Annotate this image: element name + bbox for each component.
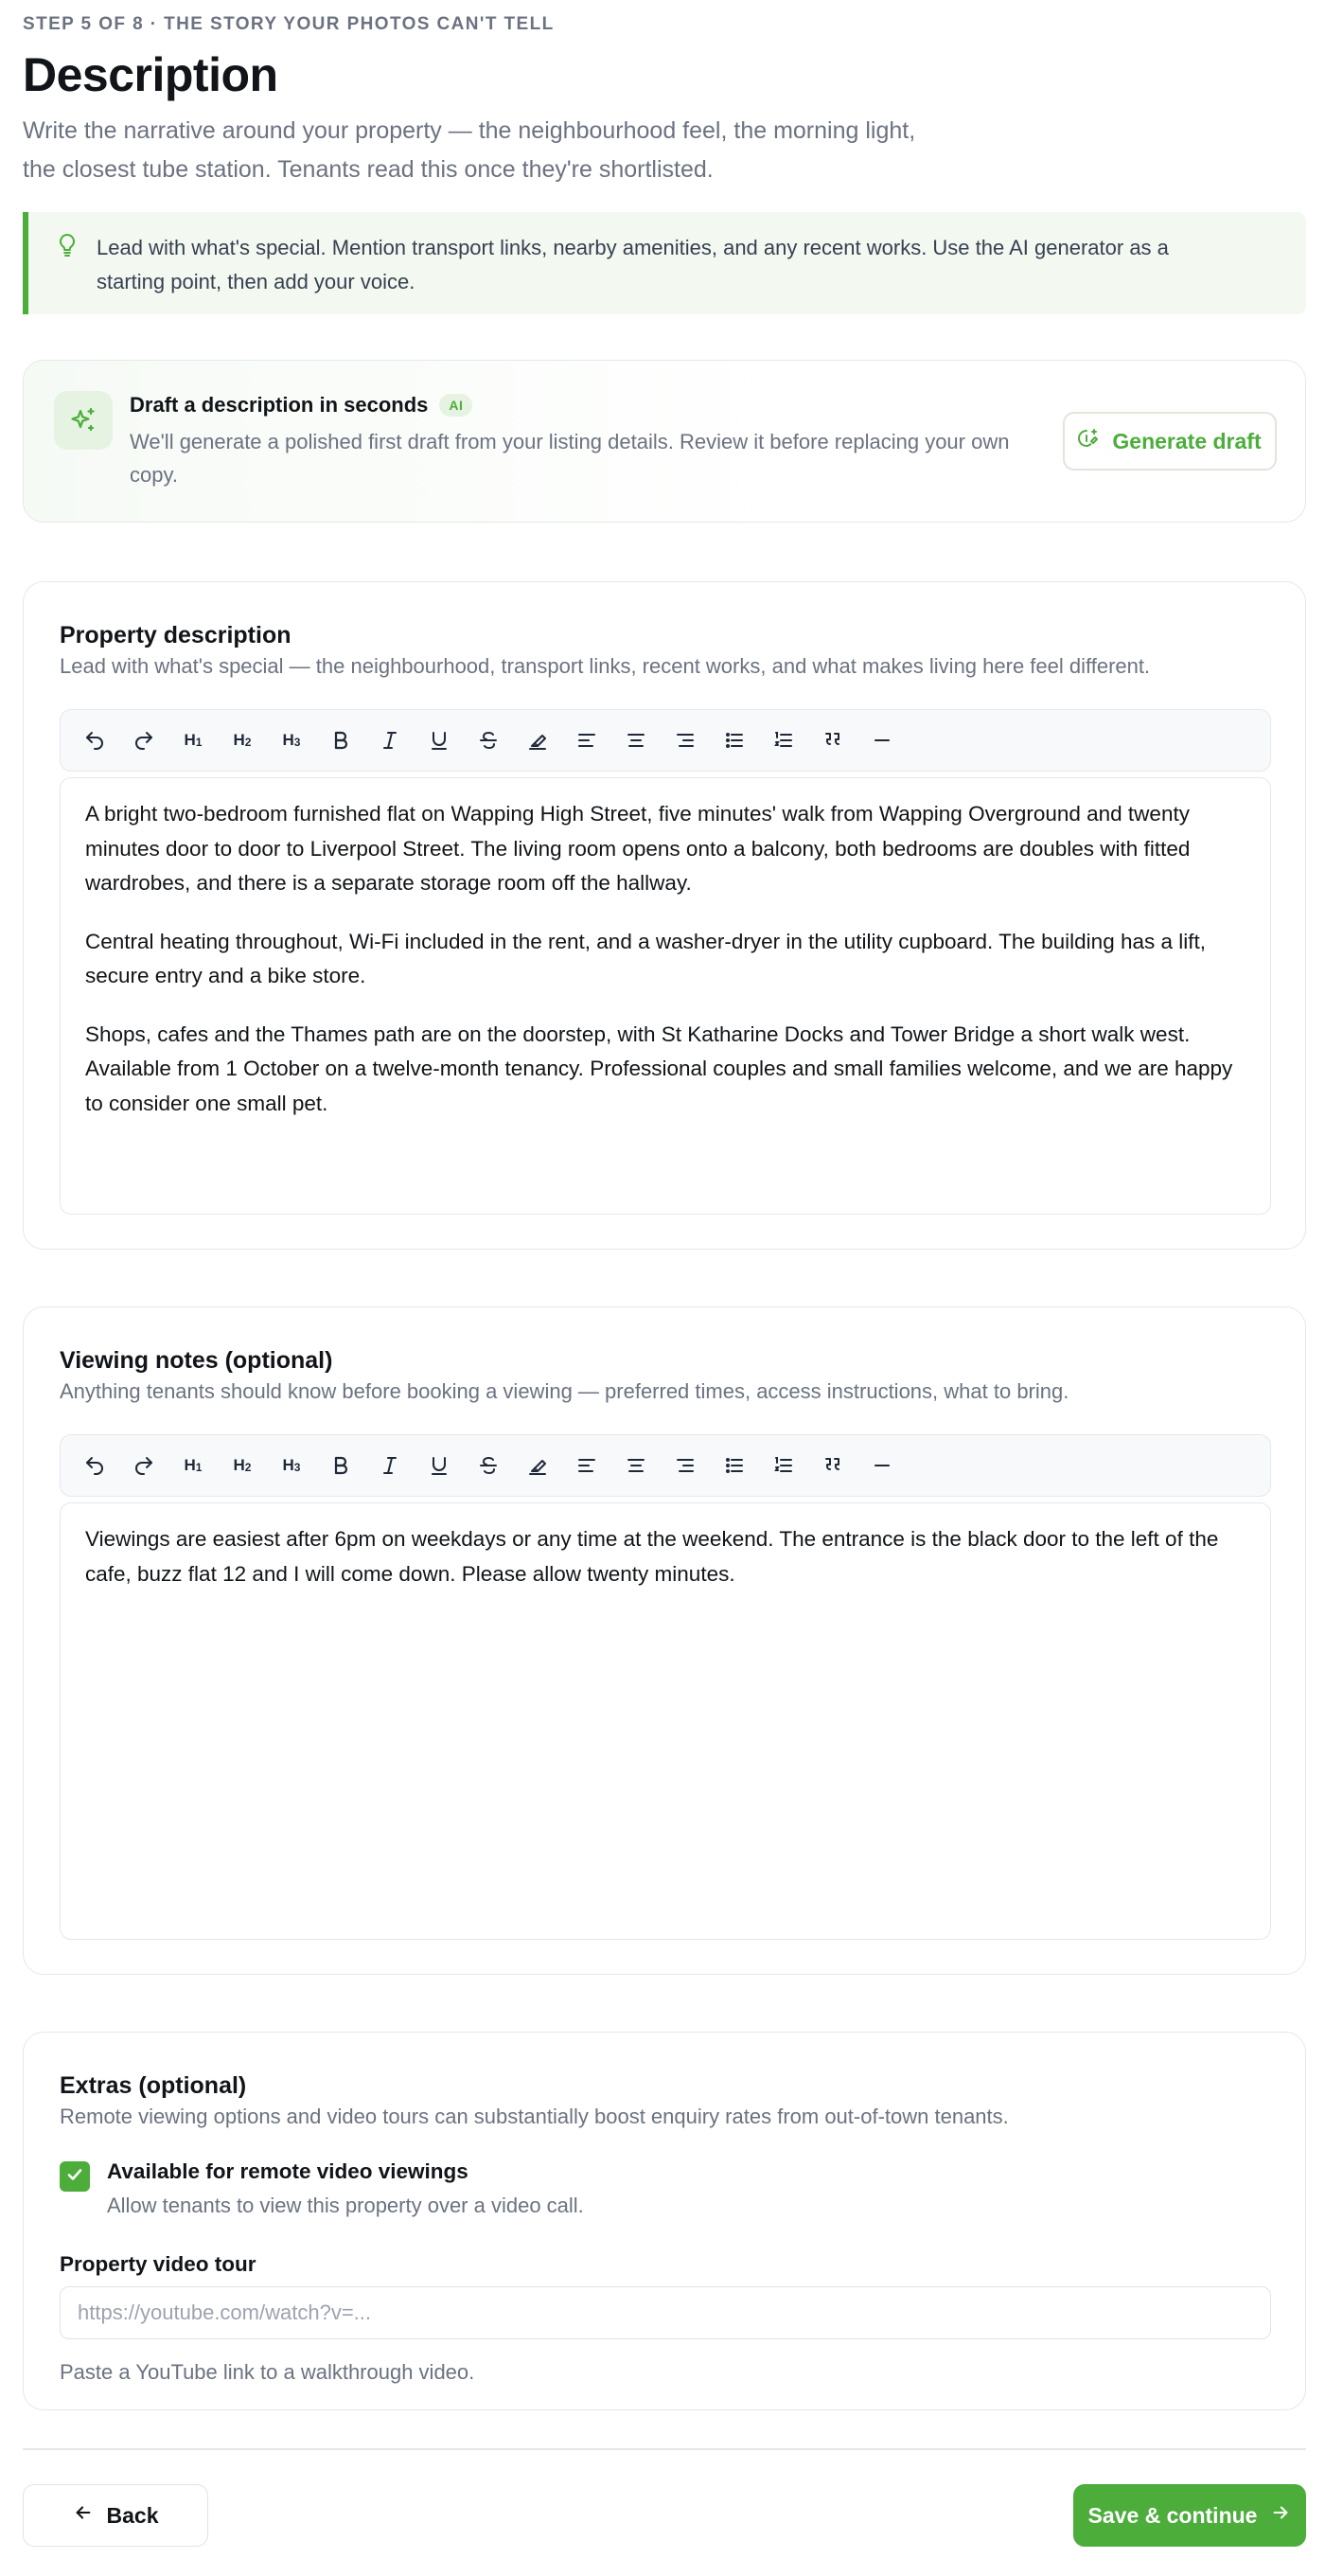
bold-icon[interactable]	[316, 720, 365, 761]
strikethrough-icon[interactable]	[464, 1445, 513, 1486]
extras-card	[23, 2032, 1306, 2410]
heading-letter: H	[184, 1456, 196, 1474]
numbered-list-icon[interactable]	[759, 1445, 808, 1486]
bullet-list-icon[interactable]	[710, 1445, 759, 1486]
heading-letter: H	[282, 1456, 294, 1474]
remote-viewing-description: Allow tenants to view this property over a video call.	[107, 2194, 584, 2217]
section-title: Property description	[60, 622, 292, 648]
section-description: Lead with what's special — the neighbourhood, transport links, recent works, and what makes living here feel different.	[60, 654, 1151, 678]
remote-viewing-label: Available for remote video viewings	[107, 2159, 468, 2183]
numbered-list-icon[interactable]	[759, 720, 808, 761]
ai-badge: AI	[439, 394, 472, 417]
arrow-left-icon	[73, 2502, 94, 2529]
heading-2-button[interactable]	[218, 1445, 267, 1486]
footer-divider	[23, 2448, 1306, 2450]
heading-letter: H	[233, 1456, 245, 1474]
redo-icon[interactable]	[119, 720, 168, 761]
video-tour-hint: Paste a YouTube link to a walkthrough video.	[60, 2360, 475, 2384]
magic-wand-icon	[1078, 427, 1101, 455]
sparkle-icon	[54, 391, 113, 450]
underline-icon[interactable]	[415, 1445, 464, 1486]
video-tour-input[interactable]	[60, 2286, 1271, 2339]
align-right-icon[interactable]	[661, 720, 710, 761]
undo-icon[interactable]	[70, 720, 119, 761]
align-center-icon[interactable]	[611, 720, 661, 761]
page-intro-line: the closest tube station. Tenants read this once they're shortlisted.	[23, 156, 714, 183]
bullet-list-icon[interactable]	[710, 720, 759, 761]
page-intro	[23, 112, 1007, 189]
heading-level: 2	[244, 736, 252, 749]
lightbulb-icon	[57, 233, 78, 259]
align-left-icon[interactable]	[562, 1445, 611, 1486]
editor-paragraph: Central heating throughout, Wi-Fi included in the rent, and a washer-dryer in the utility cupboard. The building has a lift, secure entry and a bike store.	[85, 929, 1206, 987]
back-button[interactable]	[23, 2484, 208, 2547]
section-title: Extras (optional)	[60, 2072, 247, 2099]
save-continue-button[interactable]	[1073, 2484, 1306, 2547]
horizontal-rule-icon[interactable]	[857, 720, 907, 761]
video-tour-label: Property video tour	[60, 2252, 256, 2276]
section-description: Anything tenants should know before booking a viewing — preferred times, access instructions, what to bring.	[60, 1379, 1069, 1403]
tip-banner	[23, 212, 1306, 314]
heading-2-button[interactable]	[218, 720, 267, 761]
heading-3-button[interactable]	[267, 720, 316, 761]
blockquote-icon[interactable]	[808, 720, 857, 761]
align-center-icon[interactable]	[611, 1445, 661, 1486]
generate-draft-button[interactable]	[1063, 412, 1277, 471]
section-title: Viewing notes (optional)	[60, 1347, 333, 1374]
editor-paragraph: Shops, cafes and the Thames path are on the doorstep, with St Katharine Docks and Tower Bridge a short walk west. Available from 1 October on a twelve-month tenancy. Professional couples and small families welcome, and we are happy to consider one small pet.	[85, 1022, 1233, 1115]
property-description-card	[23, 581, 1306, 1250]
editor-paragraph: Viewings are easiest after 6pm on weekdays or any time at the weekend. The entrance is the black door to the left of the cafe, buzz flat 12 and I will come down. Please allow twenty minutes.	[85, 1527, 1219, 1586]
highlight-icon[interactable]	[513, 720, 562, 761]
redo-icon[interactable]	[119, 1445, 168, 1486]
back-label: Back	[106, 2502, 159, 2528]
bold-icon[interactable]	[316, 1445, 365, 1486]
save-continue-label: Save & continue	[1087, 2502, 1258, 2528]
undo-icon[interactable]	[70, 1445, 119, 1486]
checkmark-icon	[65, 2165, 84, 2189]
blockquote-icon[interactable]	[808, 1445, 857, 1486]
step-indicator: STEP 5 OF 8 · THE STORY YOUR PHOTOS CAN'T TELL	[23, 14, 555, 34]
editor-toolbar	[60, 709, 1271, 772]
ai-draft-card	[23, 360, 1306, 523]
ai-card-title-row	[130, 393, 472, 417]
arrow-right-icon	[1270, 2502, 1291, 2529]
heading-level: 3	[293, 1461, 301, 1474]
tip-text: Lead with what's special. Mention transport links, nearby amenities, and any recent works. Use the AI generator as a starting point, then add your voice.	[97, 236, 1169, 293]
viewing-notes-editor[interactable]	[60, 1502, 1271, 1940]
align-left-icon[interactable]	[562, 720, 611, 761]
page-intro-line: Write the narrative around your property — the neighbourhood feel, the morning light,	[23, 117, 916, 144]
heading-1-button[interactable]	[168, 720, 218, 761]
property-description-editor[interactable]	[60, 777, 1271, 1215]
underline-icon[interactable]	[415, 720, 464, 761]
italic-icon[interactable]	[365, 720, 415, 761]
heading-letter: H	[233, 731, 245, 749]
section-description: Remote viewing options and video tours can substantially boost enquiry rates from out-of-town tenants.	[60, 2105, 1009, 2128]
strikethrough-icon[interactable]	[464, 720, 513, 761]
horizontal-rule-icon[interactable]	[857, 1445, 907, 1486]
generate-draft-label: Generate draft	[1112, 428, 1262, 453]
heading-letter: H	[184, 731, 196, 749]
highlight-icon[interactable]	[513, 1445, 562, 1486]
editor-paragraph: A bright two-bedroom furnished flat on Wapping High Street, five minutes' walk from Wapping Overground and twenty minutes door to door to Liverpool Street. The living room opens onto a balcony, both bedrooms are doubles with fitted wardrobes, and there is a separate storage room off the hallway.	[85, 802, 1191, 895]
remote-viewing-checkbox[interactable]	[60, 2161, 90, 2192]
page-title: Description	[23, 48, 278, 101]
heading-level: 3	[293, 736, 301, 749]
italic-icon[interactable]	[365, 1445, 415, 1486]
editor-toolbar	[60, 1434, 1271, 1497]
heading-3-button[interactable]	[267, 1445, 316, 1486]
heading-level: 1	[195, 1461, 203, 1474]
align-right-icon[interactable]	[661, 1445, 710, 1486]
heading-level: 2	[244, 1461, 252, 1474]
heading-level: 1	[195, 736, 203, 749]
heading-1-button[interactable]	[168, 1445, 218, 1486]
viewing-notes-card	[23, 1306, 1306, 1975]
ai-card-description: We'll generate a polished first draft from your listing details. Review it before replacing your own copy.	[130, 430, 1010, 487]
heading-letter: H	[282, 731, 294, 749]
ai-card-title: Draft a description in seconds	[130, 393, 429, 417]
